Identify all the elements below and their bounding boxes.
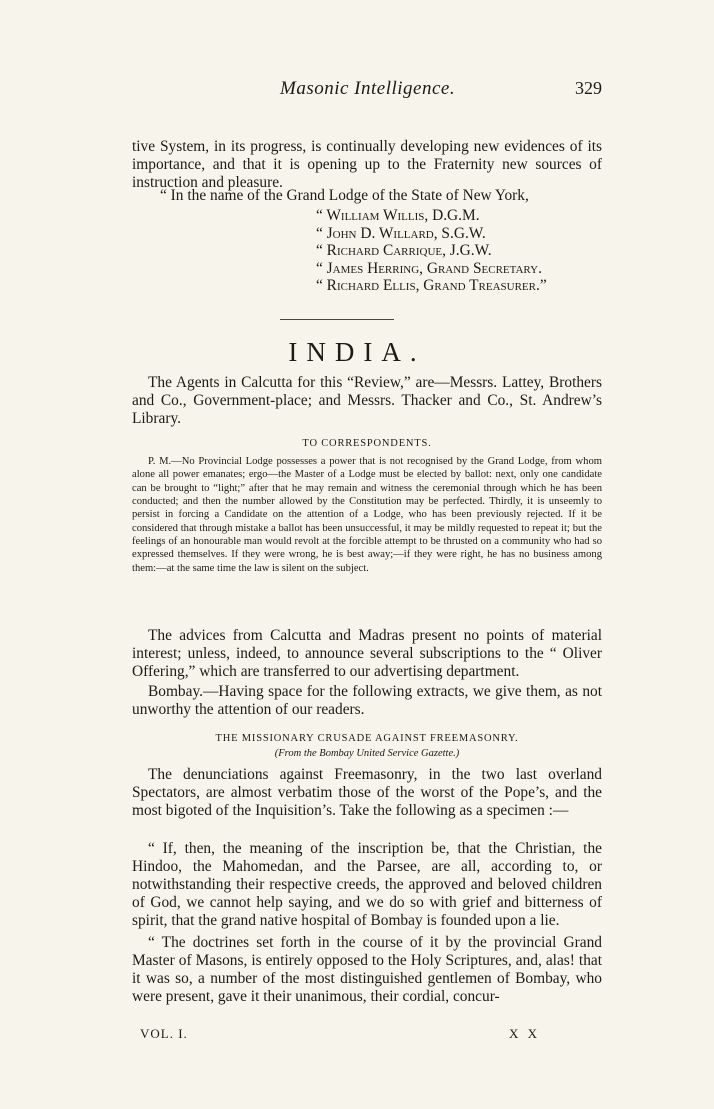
advices-paragraph: The advices from Calcutta and Madras present no points of material interest; unless, indeed, to announce several subscriptions to the “ Oliver Offering,” which are transferred to our advertising department.	[132, 627, 602, 680]
page-number: 329	[575, 78, 602, 98]
section-title: INDIA.	[288, 337, 426, 367]
running-title: Masonic Intelligence.	[280, 78, 456, 99]
signature-line: “ James Herring, Grand Secretary.	[316, 259, 542, 277]
page-footer	[140, 1026, 540, 1042]
signature-line: “ John D. Willard, S.G.W.	[316, 224, 486, 242]
agents-paragraph: The Agents in Calcutta for this “Review,” are—Messrs. Lattey, Brothers and Co., Government-place; and Messrs. Thacker and Co., St. Andrew’s Library.	[132, 374, 602, 427]
correspondents-text: P. M.—No Provincial Lodge possesses a power that is not recognised by the Grand Lodge, from whom alone all power emanates; ergo—the Master of a Lodge must be elected by ballot: next, only one candidate can be brought to “light;” after that he may remain and witness the ceremonial through which he has been conducted; and then the number allowed by the Constitution may be perfected. Thirdly, it is unseemly to persist in forcing a Candidate on the attention of a Lodge, who has been previously rejected. If it be considered that through mistake a ballot has been unsuccessful, it may be mildly requested to repeat it; but the feelings of an honourable man would revolt at the forcible attempt to be thrusted on a community who had so expressed themselves. If they were wrong, he is best away;—if they were right, he has no business among them:—at the same time the law is silent on the subject.	[132, 456, 602, 574]
quote-paragraph: “ If, then, the meaning of the inscription be, that the Christian, the Hindoo, the Mahomedan, and the Parsee, are all, according to, or notwithstanding their respective creeds, the approved and beloved children of God, we cannot help saying, and we do so with grief and bitterness of spirit, that the grand native hospital of Bombay is founded upon a lie.	[132, 840, 602, 929]
denunciations-paragraph: The denunciations against Freemasonry, in the two last overland Spectators, are almost verbatim those of the worst of the Pope’s, and the most bigoted of the Inquisition’s. Take the following as a specimen :—	[132, 766, 602, 819]
signature-block	[316, 207, 616, 295]
opening-paragraph: tive System, in its progress, is continually developing new evidences of its importance, and that it is opening up to the Fraternity new sources of instruction and pleasure.	[132, 138, 602, 191]
signature-line: “ Richard Ellis, Grand Treasurer.”	[316, 277, 547, 295]
crusade-heading: THE MISSIONARY CRUSADE AGAINST FREEMASONRY.	[215, 733, 519, 744]
signature-mark: X X	[508, 1026, 540, 1041]
signature-line: “ William Willis, D.G.M.	[316, 207, 480, 224]
page-header	[132, 78, 602, 104]
crusade-source: (From the Bombay United Service Gazette.)	[274, 748, 460, 759]
signature-intro: “ In the name of the Grand Lodge of the State of New York,	[160, 187, 529, 204]
quote-paragraph: “ The doctrines set forth in the course of it by the provincial Grand Master of Masons, is entirely opposed to the Holy Scriptures, and, alas! that it was so, a number of the most distinguished gentlemen of Bombay, who were present, gave it their unanimous, their cordial, concur-	[132, 934, 602, 1005]
bombay-paragraph: Bombay.—Having space for the following extracts, we give them, as not unworthy the attention of our readers.	[132, 683, 602, 718]
signature-line: “ Richard Carrique, J.G.W.	[316, 242, 492, 260]
section-divider	[280, 319, 394, 320]
correspondents-heading: TO CORRESPONDENTS.	[302, 438, 432, 449]
volume-label: VOL. I.	[140, 1026, 188, 1041]
